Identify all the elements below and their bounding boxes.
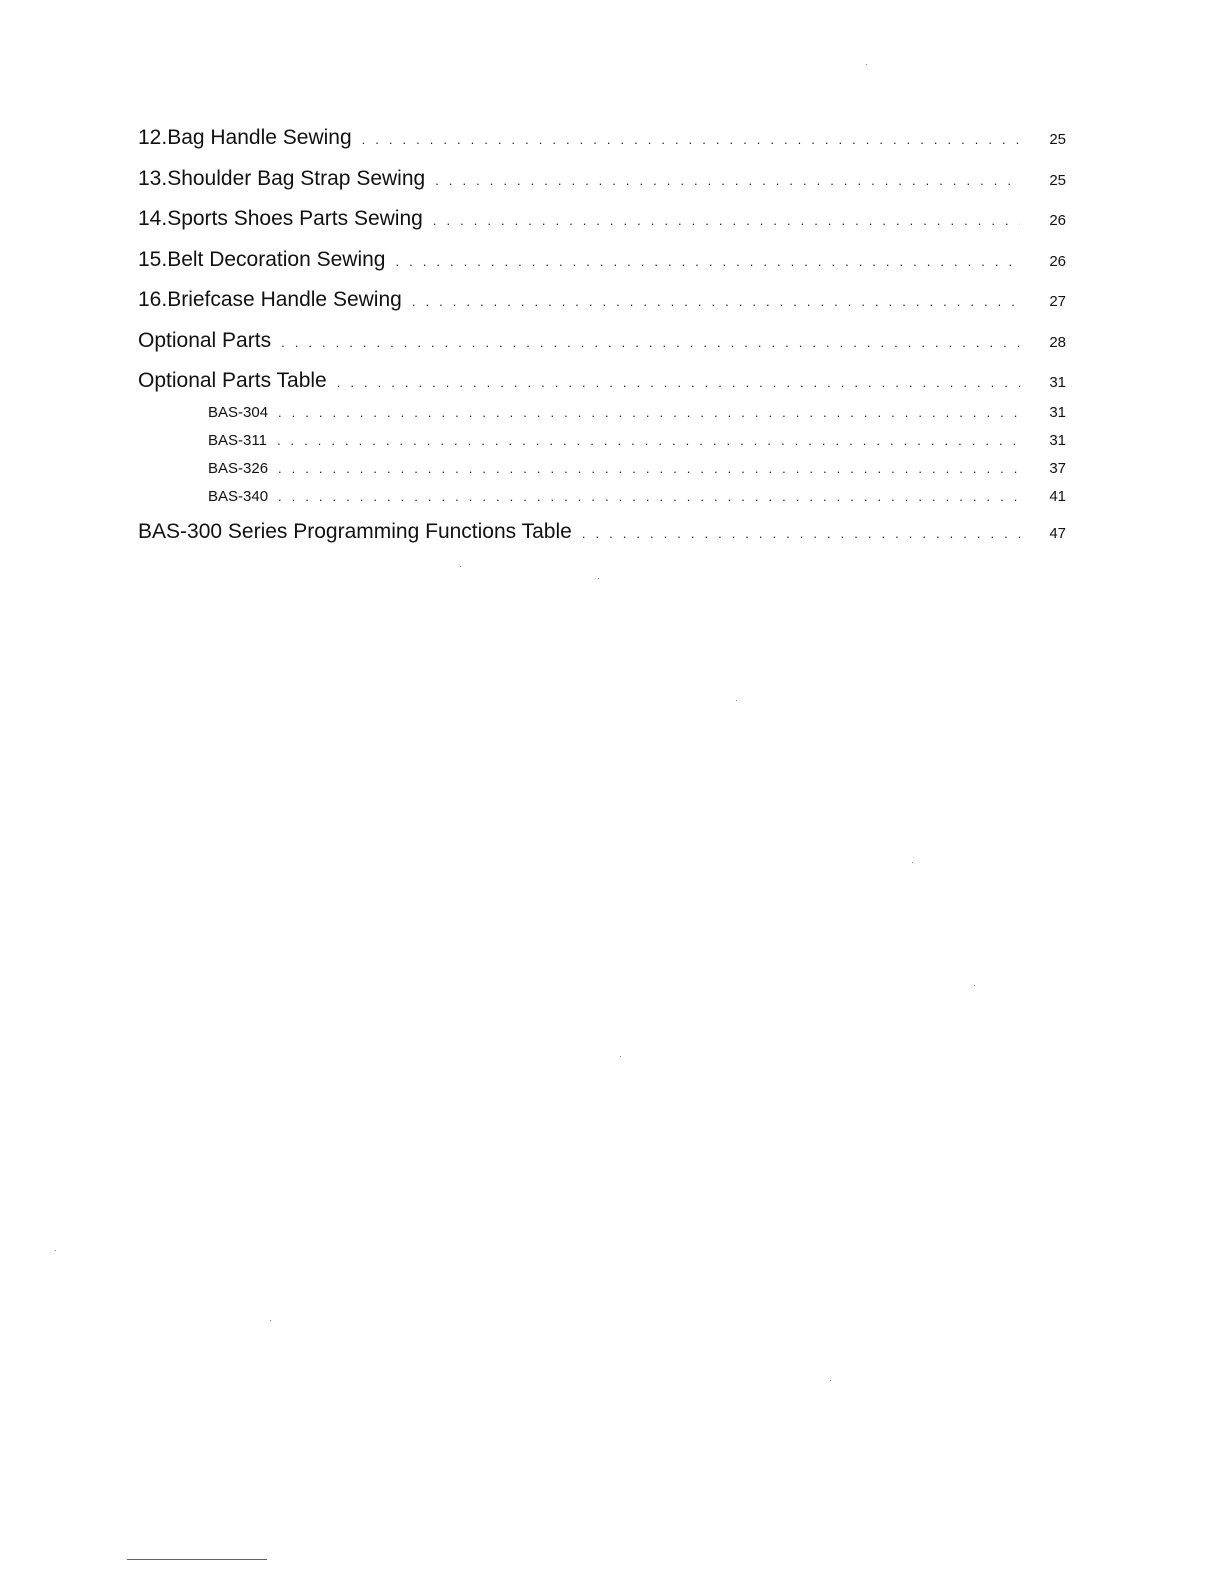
toc-entry-title: 14.Sports Shoes Parts Sewing [138,207,423,230]
toc-entry-page: 47 [1049,524,1066,542]
toc-entry-belt-decoration-sewing[interactable] [138,248,1066,289]
toc-entry-title: BAS-300 Series Programming Functions Table [138,519,572,543]
toc-entry-page: 26 [1049,212,1066,229]
scan-speck [830,1380,831,1381]
scan-speck [270,1320,271,1321]
dot-leader [582,520,1020,545]
toc-entry-shoulder-bag-strap-sewing[interactable] [138,167,1066,208]
scan-speck [736,700,737,701]
scan-speck [55,1250,56,1251]
toc-entry-title: 12.Bag Handle Sewing [138,126,352,149]
toc-entry-page: 26 [1049,252,1066,270]
toc-entry-programming-functions-table[interactable] [138,520,1066,561]
toc-entry-title: 16.Briefcase Handle Sewing [138,288,402,311]
dot-leader [362,126,1020,151]
toc-subentry-bas-311[interactable] [138,432,1066,460]
dot-leader [412,288,1020,313]
toc-entry-page: 28 [1049,333,1066,351]
scan-speck [460,566,461,567]
toc-subentry-bas-304[interactable] [138,404,1066,432]
toc-entry-optional-parts[interactable] [138,329,1066,370]
toc-subentry-bas-326[interactable] [138,460,1066,488]
toc-entry-title: Optional Parts [138,328,272,352]
dot-leader [278,460,1020,478]
toc-entry-page: 25 [1049,131,1066,148]
toc-entry-page: 31 [1049,403,1066,421]
toc-entry-title: BAS-311 [208,431,267,449]
toc-entry-page: 37 [1049,459,1066,477]
toc-entry-page: 27 [1049,293,1066,310]
toc-entry-title: 15.Belt Decoration Sewing [138,247,386,271]
toc-entry-title: BAS-340 [208,487,269,505]
toc-entry-sports-shoes-parts-sewing[interactable] [138,207,1066,248]
scan-speck [598,578,599,579]
toc-entry-page: 41 [1049,487,1066,505]
scan-speck [912,862,913,863]
dot-leader [435,167,1020,192]
toc-subentry-bas-340[interactable] [138,488,1066,516]
dot-leader [281,329,1020,354]
dot-leader [278,488,1020,506]
toc-entry-title: BAS-326 [208,459,269,477]
scan-speck [620,1056,621,1057]
toc-entry-title: 13.Shoulder Bag Strap Sewing [138,166,426,190]
toc-entry-page: 31 [1049,374,1066,391]
toc-entry-page: 25 [1049,171,1066,189]
toc-entry-briefcase-handle-sewing[interactable] [138,288,1066,329]
dot-leader [337,369,1020,394]
toc-entry-bag-handle-sewing[interactable] [138,126,1066,167]
toc-entry-title: BAS-304 [208,403,269,421]
dot-leader [395,248,1020,273]
toc-entry-title: Optional Parts Table [138,369,327,392]
page-edge-line [127,1559,267,1560]
toc-entry-page: 31 [1049,431,1066,449]
table-of-contents [138,126,1066,560]
scan-speck [974,985,975,986]
dot-leader [277,432,1020,450]
dot-leader [278,404,1020,422]
scan-speck [866,64,867,65]
dot-leader [433,207,1020,232]
